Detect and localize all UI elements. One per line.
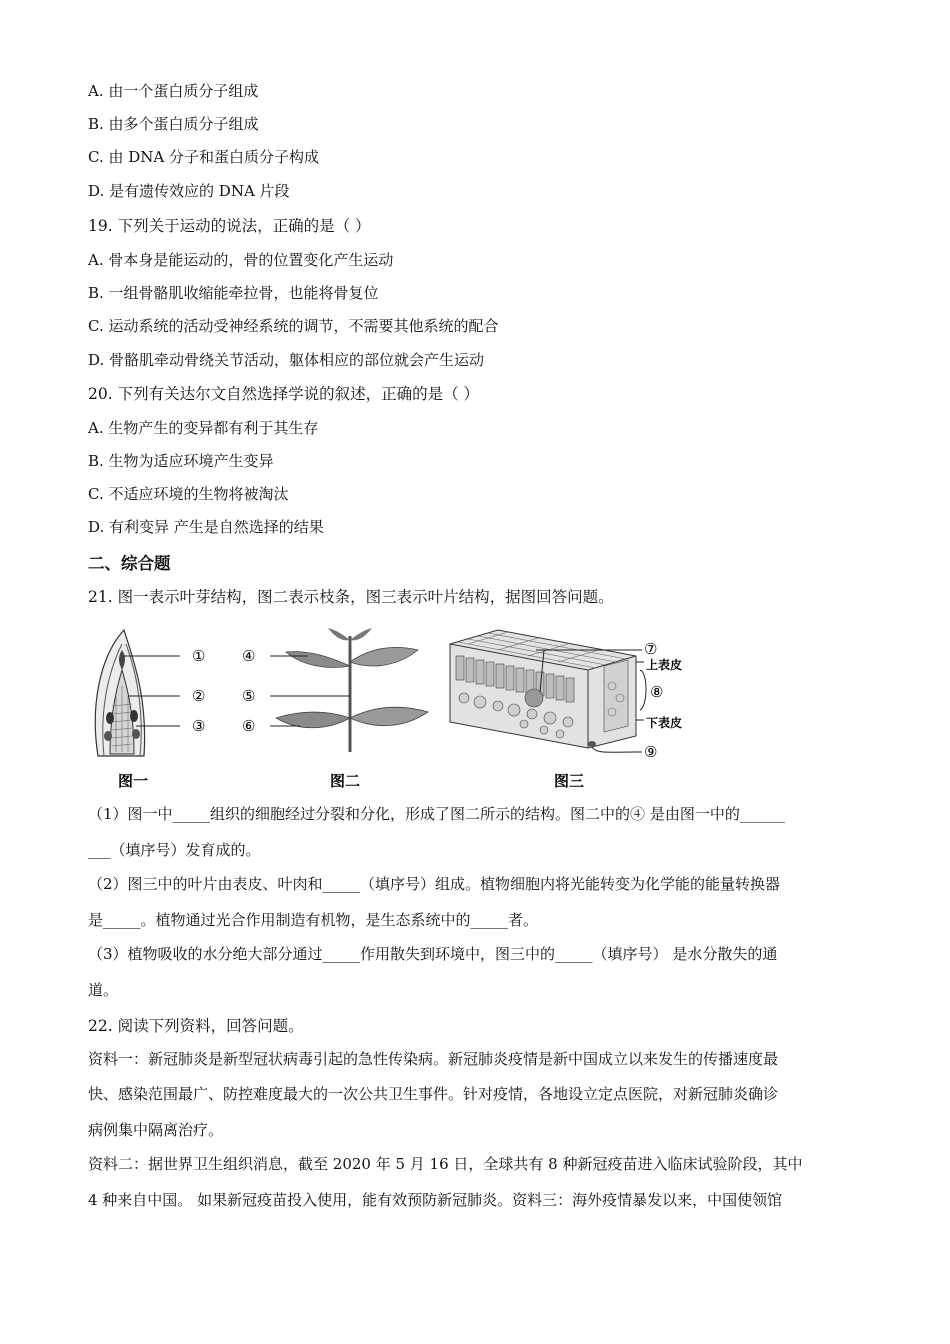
q18-option-a: A. 由一个蛋白质分子组成 [88,82,259,100]
q22-stem: 22. 阅读下列资料，回答问题。 [88,1017,304,1035]
q19-stem: 19. 下列关于运动的说法，正确的是（ ） [88,217,371,235]
q19-option-d: D. 骨骼肌牵动骨绕关节活动，躯体相应的部位就会产生运动 [88,351,485,369]
q22-line-5: 4 种来自中国。 如果新冠疫苗投入使用，能有效预防新冠肺炎。资料三：海外疫情暴发以来，中国使领馆 [88,1191,783,1209]
lower-epidermis-label: 下表皮 [646,716,683,730]
q22-line-1: 资料一：新冠肺炎是新型冠状病毒引起的急性传染病。新冠肺炎疫情是新中国成立以来发生的传播速度最 [88,1050,779,1068]
q18-option-d: D. 是有遗传效应的 DNA 片段 [88,182,290,200]
q21-stem: 21. 图一表示叶芽结构，图二表示枝条，图三表示叶片结构，据图回答问题。 [88,588,614,606]
callout-7: ⑦ [644,640,658,658]
q22-line-4: 资料二：据世界卫生组织消息，截至 2020 年 5 月 16 日，全球共有 8 种新冠疫苗进入临床试验阶段，其中 [88,1155,803,1173]
q22-line-3: 病例集中隔离治疗。 [88,1121,224,1139]
q19-option-a: A. 骨本身是能运动的，骨的位置变化产生运动 [88,251,394,269]
q20-option-d: D. 有利变异 产生是自然选择的结果 [88,518,324,536]
q19-option-c: C. 运动系统的活动受神经系统的调节，不需要其他系统的配合 [88,317,499,335]
q21-line-5: （3）植物吸收的水分绝大部分通过_____作用散失到环境中，图三中的_____（填序号） 是水分散失的通 [88,945,778,963]
callout-5: ⑤ [242,687,256,705]
q20-stem: 20. 下列有关达尔文自然选择学说的叙述，正确的是（ ） [88,385,480,403]
q18-option-c: C. 由 DNA 分子和蛋白质分子构成 [88,148,319,166]
q21-line-1: （1）图一中_____组织的细胞经过分裂和分化，形成了图二所示的结构。图二中的④ 是由图一中的______ [88,805,785,823]
leaf-bud-illustration [95,630,180,756]
upper-epidermis-label: 上表皮 [646,658,683,672]
q20-option-b: B. 生物为适应环境产生变异 [88,452,274,470]
q18-option-b: B. 由多个蛋白质分子组成 [88,115,259,133]
callout-8: ⑧ [650,683,664,701]
callout-1: ① [192,647,206,665]
figure-2-caption: 图二 [330,772,361,790]
q21-line-2: ___（填序号）发育成的。 [88,841,261,859]
branch-illustration [270,628,428,752]
q21-line-4: 是_____。植物通过光合作用制造有机物，是生态系统中的_____者。 [88,911,539,929]
callout-4: ④ [242,647,256,665]
q20-option-a: A. 生物产生的变异都有利于其生存 [88,419,319,437]
callout-6: ⑥ [242,717,256,735]
q19-option-b: B. 一组骨骼肌收缩能牵拉骨，也能将骨复位 [88,284,379,302]
callout-3: ③ [192,717,206,735]
q21-line-3: （2）图三中的叶片由表皮、叶肉和_____（填序号）组成。植物细胞内将光能转变为化学能的能量转换器 [88,875,781,893]
q21-figure [88,626,708,796]
q22-line-2: 快、感染范围最广、防控难度最大的一次公共卫生事件。针对疫情，各地设立定点医院，对新冠肺炎确诊 [88,1085,779,1103]
q20-option-c: C. 不适应环境的生物将被淘汰 [88,485,289,503]
section-title: 二、综合题 [88,554,171,573]
figure-1-caption: 图一 [118,772,149,790]
figure-3-caption: 图三 [554,772,585,790]
leaf-cross-section-illustration [450,630,646,752]
q21-line-6: 道。 [88,981,119,999]
callout-2: ② [192,687,206,705]
callout-9: ⑨ [644,743,658,761]
